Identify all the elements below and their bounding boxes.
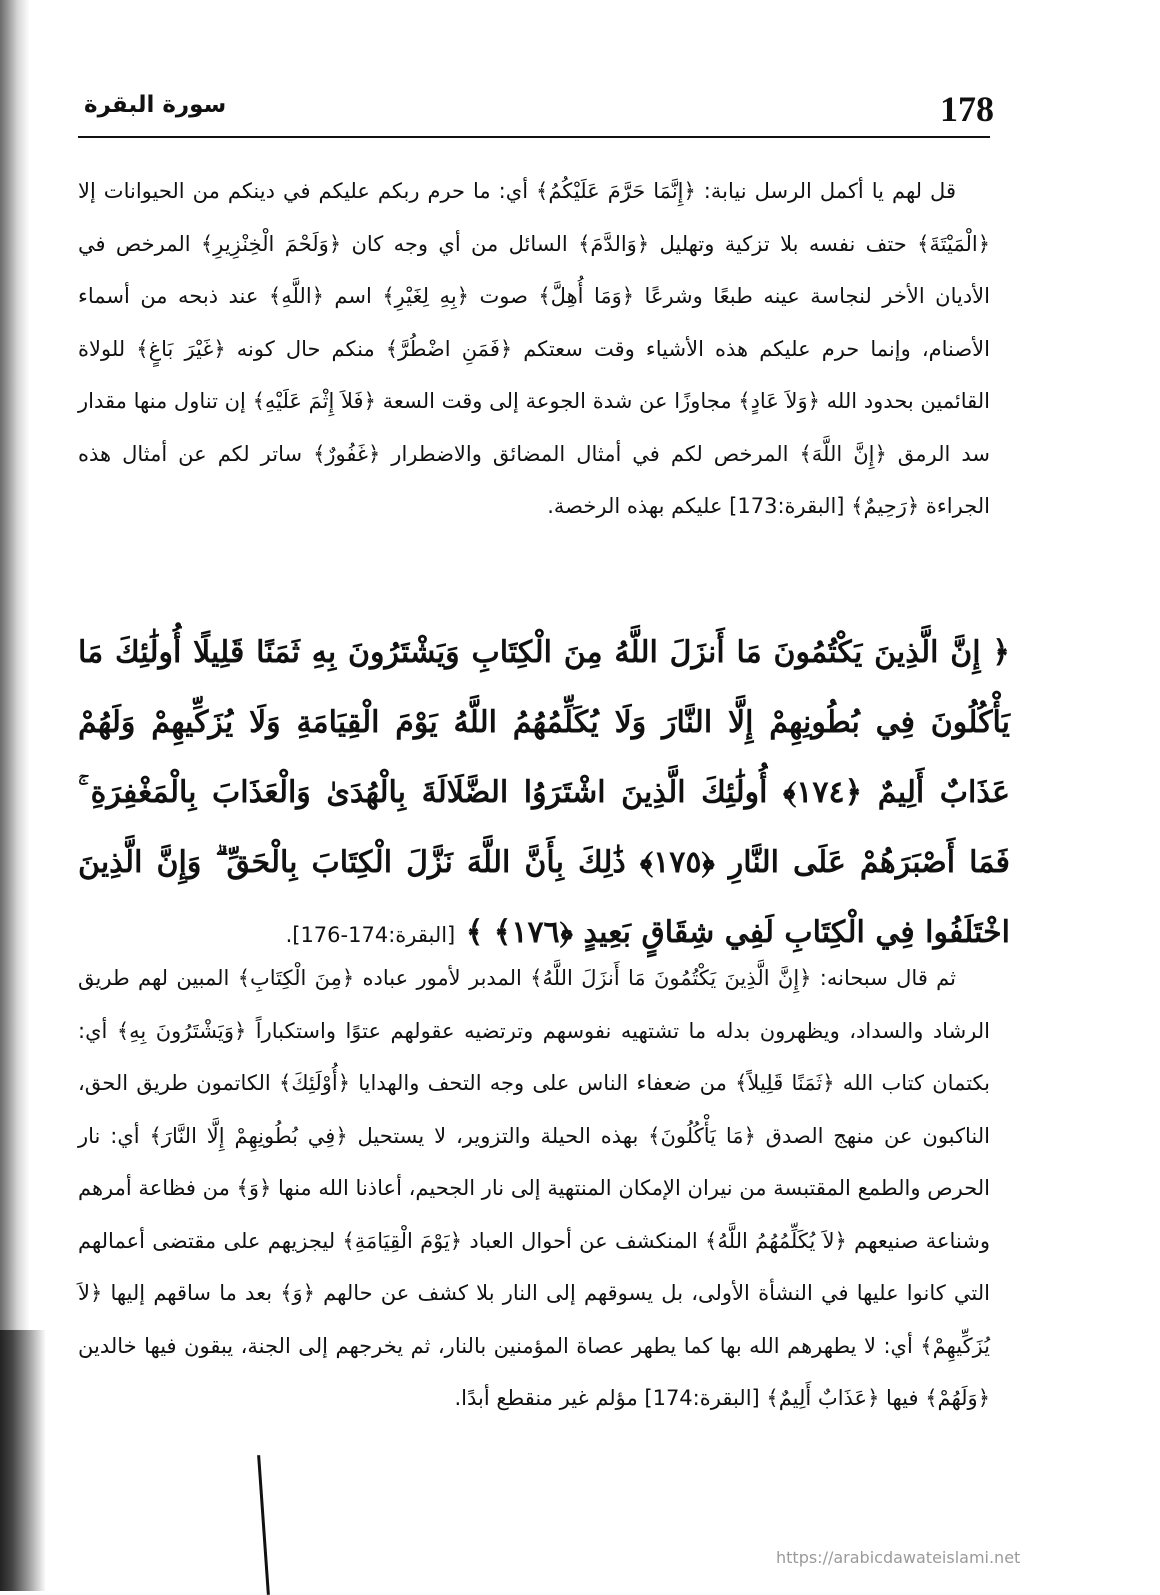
commentary-paragraph: ثم قال سبحانه: ﴿إِنَّ الَّذِينَ يَكْتُمُونَ مَا أَنزَلَ اللَّهُ﴾ المدبر لأمور عباده ﴿مِنَ الْكِتَابِ﴾ المبين لهم طريق الرشاد والسداد، ويظهرون بدله ما تشتهيه نفوسهم وترتضيه عقولهم عتوًا واستكباراً ﴿وَيَشْتَرُونَ بِهِ﴾ أي: بكتمان كتاب الله ﴿ثَمَنًا قَلِيلاً﴾ من ضعفاء الناس على وجه التحف والهدايا ﴿أُوْلَئِكَ﴾ الكاتمون طريق الحق، الناكبون عن منهج الصدق ﴿مَا يَأْكُلُونَ﴾ بهذه الحيلة والتزوير، لا يستحيل ﴿فِي بُطُونِهِمْ إِلَّا النَّارَ﴾ أي: نار الحرص والطمع المقتبسة من نيران الإمكان المنتهية إلى نار الجحيم، أعاذنا الله منها ﴿وَ﴾ من فظاعة أمرهم وشناعة صنيعهم ﴿لاَ يُكَلِّمُهُمُ اللَّهُ﴾ المنكشف عن أحوال العباد ﴿يَوْمَ الْقِيَامَةِ﴾ ليجزيهم على مقتضى أعمالهم التي كانوا عليها في النشأة الأولى، بل يسوقهم إلى النار بلا كشف عن حالهم ﴿وَ﴾ بعد ما ساقهم إليها ﴿لاَ يُزَكِّيهِمْ﴾ أي: لا يطهرهم الله بها كما يطهر عصاة المؤمنين بالنار، ثم يخرجهم إلى الجنة، يبقون فيها خالدين ﴿وَلَهُمْ﴾ فيها ﴿عَذَابٌ أَلِيمٌ﴾ [البقرة:174] مؤلم غير منقطع أبدًا.: [78, 966, 990, 1410]
commentary-section-2: [78, 952, 990, 1425]
surah-title: سورة البقرة: [84, 92, 227, 118]
scan-shadow-corner: [0, 1330, 46, 1591]
commentary-paragraph: قل لهم يا أكمل الرسل نيابة: ﴿إِنَّمَا حَرَّمَ عَلَيْكُمُ﴾ أي: ما حرم ربكم عليكم في دينكم من الحيوانات إلا ﴿الْمَيْتَةَ﴾ حتف نفسه بلا تزكية وتهليل ﴿وَالدَّمَ﴾ السائل من أي وجه كان ﴿وَلَحْمَ الْخِنْزِيرِ﴾ المرخص في الأديان الأخر لنجاسة عينه طبعًا وشرعًا ﴿وَمَا أُهِلَّ﴾ صوت ﴿بِهِ لِغَيْرِ﴾ اسم ﴿اللَّهِ﴾ عند ذبحه من أسماء الأصنام، وإنما حرم عليكم هذه الأشياء وقت سعتكم ﴿فَمَنِ اضْطُرَّ﴾ منكم حال كونه ﴿غَيْرَ بَاغٍ﴾ للولاة القائمين بحدود الله ﴿وَلاَ عَادٍ﴾ مجاوزًا عن شدة الجوعة إلى وقت السعة ﴿فَلاَ إِثْمَ عَلَيْهِ﴾ إن تناول منها مقدار سد الرمق ﴿إِنَّ اللَّهَ﴾ المرخص لكم في أمثال المضائق والاضطرار ﴿غَفُورٌ﴾ ساتر لكم عن أمثال هذه الجراءة ﴿رَحِيمٌ﴾ [البقرة:173] عليكم بهذه الرخصة.: [78, 179, 990, 518]
watermark-url: https://arabicdawateislami.net: [776, 1548, 1021, 1567]
page-number: 178: [940, 89, 994, 129]
verses-text: ﴿ إِنَّ الَّذِينَ يَكْتُمُونَ مَا أَنزَلَ اللَّهُ مِنَ الْكِتَابِ وَيَشْتَرُونَ بِهِ ثَمَنًا قَلِيلًا أُولَٰئِكَ مَا يَأْكُلُونَ فِي بُطُونِهِمْ إِلَّا النَّارَ وَلَا يُكَلِّمُهُمُ اللَّهُ يَوْمَ الْقِيَامَةِ وَلَا يُزَكِّيهِمْ وَلَهُمْ عَذَابٌ أَلِيمٌ ﴿١٧٤﴾ أُولَٰئِكَ الَّذِينَ اشْتَرَوُا الضَّلَالَةَ بِالْهُدَىٰ وَالْعَذَابَ بِالْمَغْفِرَةِ ۚ فَمَا أَصْبَرَهُمْ عَلَى النَّارِ ﴿١٧٥﴾ ذَٰلِكَ بِأَنَّ اللَّهَ نَزَّلَ الْكِتَابَ بِالْحَقِّ ۗ وَإِنَّ الَّذِينَ اخْتَلَفُوا فِي الْكِتَابِ لَفِي شِقَاقٍ بَعِيدٍ ﴿١٧٦﴾ ﴾: [78, 635, 1010, 950]
pen-mark: [257, 1455, 270, 1595]
commentary-section-1: [78, 165, 990, 533]
verses-reference: [البقرة:174-176].: [285, 923, 456, 947]
quran-verses-block: [78, 618, 1010, 970]
page-header: [78, 88, 994, 138]
verses-paragraph: [78, 618, 1010, 970]
